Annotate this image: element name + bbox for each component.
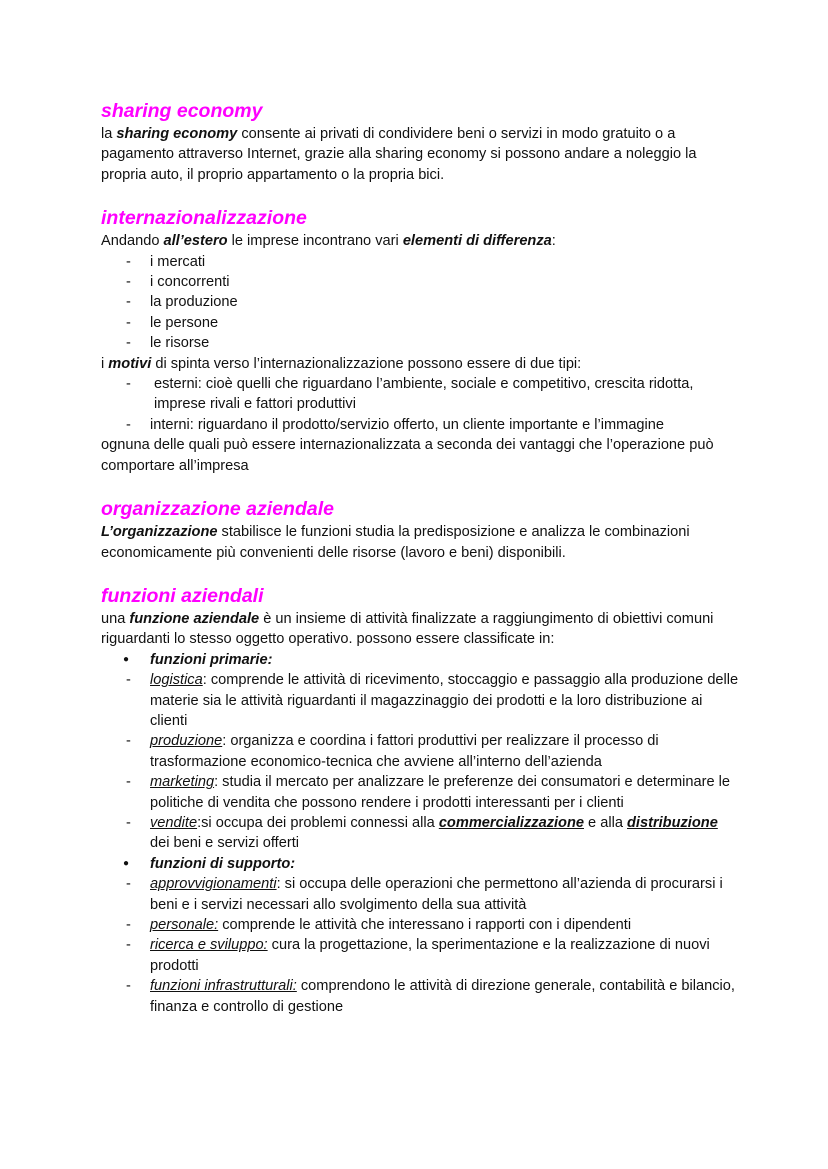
paragraph: Andando all’estero le imprese incontrano vari elementi di differenza: — [101, 233, 556, 250]
paragraph: L’organizzazione stabilisce le funzioni studia la predisposizione e analizza le combinazioni economicamente più convenienti delle risorse (lavoro e beni) disponibili. — [101, 524, 690, 561]
section-organizzazione-aziendale — [101, 496, 741, 563]
list-item: - i mercati — [101, 252, 741, 272]
section-heading: organizzazione aziendale — [101, 498, 334, 521]
document-content — [101, 98, 741, 1037]
section-funzioni-aziendali — [101, 583, 741, 1017]
list-item: - la produzione — [101, 292, 741, 312]
list-heading: ● funzioni primarie: — [101, 650, 741, 670]
section-internazionalizzazione — [101, 205, 741, 476]
section-heading: sharing economy — [101, 100, 263, 122]
list-item: - produzione: organizza e coordina i fattori produttivi per realizzare il processo di trasformazione economico-tecnica che avviene all’interno dell’azienda — [101, 731, 741, 772]
section-heading: internazionalizzazione — [101, 207, 307, 230]
list-item: - le risorse — [101, 333, 741, 353]
list-item: - le persone — [101, 313, 741, 333]
list-item: - ricerca e sviluppo: cura la progettazione, la sperimentazione e la realizzazione di nuovi prodotti — [101, 935, 741, 976]
list-item: - personale: comprende le attività che interessano i rapporti con i dipendenti — [101, 915, 741, 935]
list-item: - logistica: comprende le attività di ricevimento, stoccaggio e passaggio alla produzione delle materie sia le attività riguardanti il magazzinaggio dei prodotti e la loro distribuzione ai clienti — [101, 670, 741, 731]
differences-list — [101, 252, 741, 354]
list-item: - i concorrenti — [101, 272, 741, 292]
list-item: - approvvigionamenti: si occupa delle operazioni che permettono all’azienda di procurarsi i beni e i servizi necessari allo svolgimento della sua attività — [101, 874, 741, 915]
paragraph: la sharing economy consente ai privati di condividere beni o servizi in modo gratuito o a pagamento attraverso Internet, grazie alla sharing economy si possono andare a noleggio la propria auto, il proprio appartamento o la propria bici. — [101, 126, 697, 183]
section-heading: funzioni aziendali — [101, 584, 264, 607]
list-item: - esterni: cioè quelli che riguardano l’ambiente, sociale e competitivo, crescita ridotta, imprese rivali e fattori produttivi — [101, 374, 741, 415]
list-item: - funzioni infrastrutturali: comprendono le attività di direzione generale, contabilità e bilancio, finanza e controllo di gestione — [101, 976, 741, 1017]
functions-list — [101, 650, 741, 1017]
list-item: - vendite:si occupa dei problemi connessi alla commercializzazione e alla distribuzione dei beni e servizi offerti — [101, 813, 741, 854]
list-item: - interni: riguardano il prodotto/servizio offerto, un cliente importante e l’immagine — [101, 415, 741, 435]
paragraph: ognuna delle quali può essere internazionalizzata a seconda dei vantaggi che l’operazione può comportare all’impresa — [101, 437, 714, 474]
paragraph: una funzione aziendale è un insieme di attività finalizzate a raggiungimento di obiettivi comuni riguardanti lo stesso oggetto operativo. possono essere classificate in: — [101, 610, 714, 648]
section-sharing-economy — [101, 98, 741, 185]
motives-list — [101, 374, 741, 435]
list-item: - marketing: studia il mercato per analizzare le preferenze dei consumatori e determinare le politiche di vendita che possono rendere i prodotti interessanti per i clienti — [101, 772, 741, 813]
list-heading: ● funzioni di supporto: — [101, 854, 741, 874]
paragraph: i motivi di spinta verso l’internazionalizzazione possono essere di due tipi: — [101, 355, 582, 372]
